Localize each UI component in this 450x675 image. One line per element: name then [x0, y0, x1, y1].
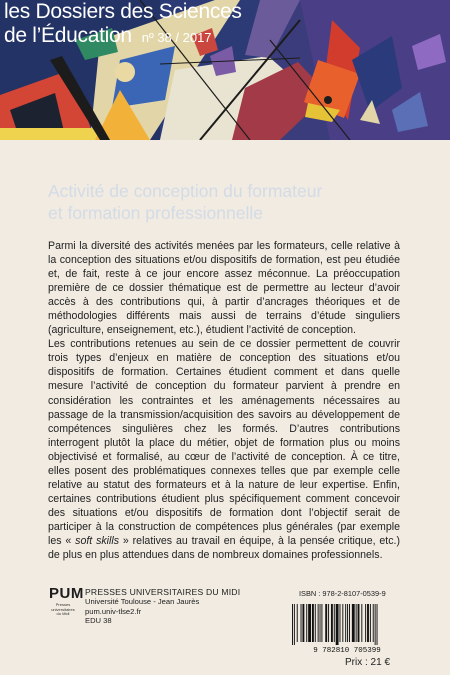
summary-paragraph-2-part-b: » relatives au travail en équipe, à la pensée critique, etc.) de plus en plus attendues dans de nombreux domaines professionnels. — [48, 534, 400, 562]
series-title-line-2 — [4, 24, 242, 50]
barcode-digits: 9 782810 705399 — [313, 647, 381, 654]
summary-paragraph-1: Parmi la diversité des activités menées par les formateurs, celle relative à la conception des situations et/ou dispositifs de formation, est peu étudiée et, de fait, reste à ce jour encore assez méconnue. La préoccupation première de ce dossier thématique est de permettre au lecteur d’avoir accès à des contributions qui, à partir d’ancrages théoriques et de méthodologies différents mais aussi de terrains d’étude singuliers (agriculture, enseignement, etc.), étudient l’activité de conception. — [48, 240, 400, 337]
isbn-label: ISBN : 978-2-8107-0539-9 — [299, 589, 386, 598]
series-header — [4, 0, 242, 50]
back-cover-summary — [48, 239, 400, 562]
publisher-logo-letters: PUM — [49, 585, 84, 602]
series-title-line-1: les Dossiers des Sciences — [4, 0, 242, 23]
summary-emphasis: soft skills — [75, 534, 120, 547]
publisher-info — [85, 588, 240, 626]
price-label: Prix : 21 € — [345, 657, 391, 668]
summary-paragraph-2-part-a: Les contributions retenues au sein de ce dossier permettent de couvrir trois types d’enjeux en matière de conception des situations et/ou dispositifs de formation. Certaines étudient comment et dans quelle mesure l’activité de conception du formateur parvient à prendre en considération les contraintes et les aménagements nécessaires au passage de la transmission/acquisition des savoirs au développement de compétences singulières chez les formés. D’autres contributions interrogent plutôt la place du métier, objet de formation plus ou moins objectivisé et formalisé, au cœur de l’activité de conception. À ce titre, elles posent des problématiques connexes telles que par exemple celle relative au statut des formateurs et à la nature de leur expertise. Enfin, certaines contributions étudient plus spécifiquement comment concevoir des situations et/ou dispositifs de formation dont l’objectif serait de participer à la construction de compétences plus générales (par exemple les « — [48, 338, 400, 547]
publisher-code: EDU 38 — [85, 616, 112, 626]
summary-paragraph-2 — [48, 337, 400, 562]
series-title-line-2-text: de l’Éducation — [4, 24, 132, 47]
publisher-logo — [49, 585, 84, 617]
dossier-title-line-2: et formation professionnelle — [48, 203, 263, 223]
publisher-block — [49, 586, 249, 631]
isbn-barcode — [288, 604, 406, 654]
dossier-title-line-1: Activité de conception du formateur — [48, 181, 323, 201]
barcode-icon — [288, 604, 406, 654]
publisher-university: Université Toulouse - Jean Jaurès — [85, 597, 200, 607]
dossier-title — [48, 180, 408, 224]
publisher-url: pum.univ-tlse2.fr — [85, 606, 142, 616]
publisher-logo-tagline: Presses universitaires du Midi — [51, 602, 75, 617]
publisher-name: PRESSES UNIVERSITAIRES DU MIDI — [85, 587, 241, 597]
issue-number: nº 38 / 2017 — [141, 30, 212, 45]
